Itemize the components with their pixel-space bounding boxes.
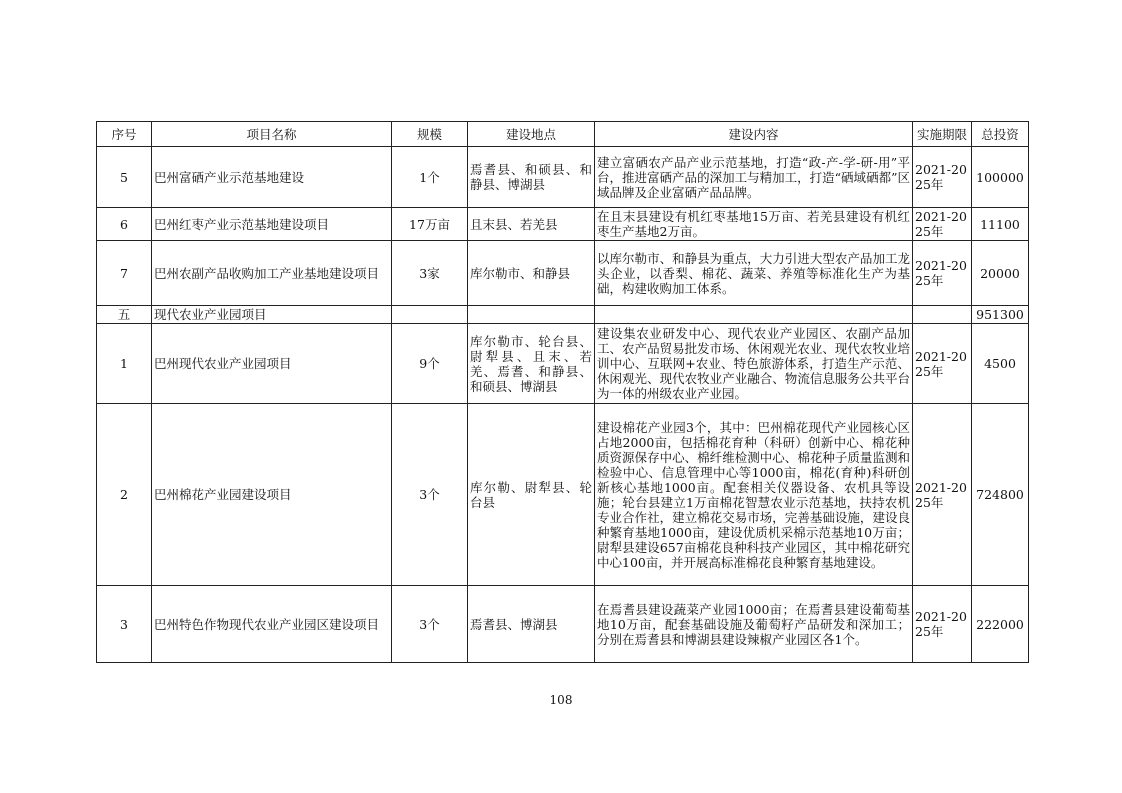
section-row xyxy=(97,306,1029,324)
row-content: 以库尔勒市、和静县为重点，大力引进大型农产品加工龙头企业，以香梨、棉花、蔬菜、养殖等标准化生产为基础，构建收购加工体系。 xyxy=(595,241,913,306)
row-period: 2021-2025年 xyxy=(913,147,972,208)
row-name: 巴州现代农业产业园项目 xyxy=(152,324,392,404)
table-row xyxy=(97,324,1029,404)
table-header-row xyxy=(97,122,1029,147)
row-name: 巴州红枣产业示范基地建设项目 xyxy=(152,208,392,241)
row-seq: 1 xyxy=(97,324,152,404)
row-location: 库尔勒市、和静县 xyxy=(468,241,595,306)
row-seq: 6 xyxy=(97,208,152,241)
row-investment: 4500 xyxy=(972,324,1029,404)
table-row xyxy=(97,586,1029,663)
header-scale: 规模 xyxy=(392,122,468,147)
row-investment: 222000 xyxy=(972,586,1029,663)
row-investment: 100000 xyxy=(972,147,1029,208)
header-content: 建设内容 xyxy=(595,122,913,147)
header-period: 实施期限 xyxy=(913,122,972,147)
row-investment: 724800 xyxy=(972,404,1029,586)
row-location: 焉耆县、博湖县 xyxy=(468,586,595,663)
row-scale: 1个 xyxy=(392,147,468,208)
table-row xyxy=(97,208,1029,241)
table-row xyxy=(97,241,1029,306)
row-seq: 2 xyxy=(97,404,152,586)
row-period: 2021-2025年 xyxy=(913,208,972,241)
header-location: 建设地点 xyxy=(468,122,595,147)
header-name: 项目名称 xyxy=(152,122,392,147)
row-location: 库尔勒市、轮台县、尉犁县、且末、若羌、焉耆、和静县、和硕县、博湖县 xyxy=(468,324,595,404)
row-name: 巴州特色作物现代农业产业园区建设项目 xyxy=(152,586,392,663)
row-seq: 5 xyxy=(97,147,152,208)
row-content: 建设棉花产业园3个，其中：巴州棉花现代产业园核心区占地2000亩，包括棉花育种（科研）创新中心、棉花种质资源保存中心、棉纤维检测中心、棉花种子质量监测和检验中心、信息管理中心等1000亩，棉花(育种)科研创新核心基地1000亩。配套相关仪器设备、农机具等设施；轮台县建立1万亩棉花智慧农业示范基地，扶持农机专业合作社，建立棉花交易市场，完善基础设施，建设良种繁育基地1000亩，建设优质机采棉示范基地10万亩；尉犁县建设657亩棉花良种科技产业园区，其中棉花研究中心100亩，并开展高标准棉花良种繁育基地建设。 xyxy=(595,404,913,586)
row-scale: 3家 xyxy=(392,241,468,306)
row-location: 焉耆县、和硕县、和静县、博湖县 xyxy=(468,147,595,208)
row-content: 在焉耆县建设蔬菜产业园1000亩；在焉耆县建设葡萄基地10万亩，配套基础设施及葡萄籽产品研发和深加工；分别在焉耆县和博湖县建设辣椒产业园区各1个。 xyxy=(595,586,913,663)
header-investment: 总投资 xyxy=(972,122,1029,147)
row-investment: 20000 xyxy=(972,241,1029,306)
row-period: 2021-2025年 xyxy=(913,404,972,586)
section-investment: 951300 xyxy=(972,306,1029,324)
row-period: 2021-2025年 xyxy=(913,586,972,663)
row-period: 2021-2025年 xyxy=(913,324,972,404)
row-seq: 3 xyxy=(97,586,152,663)
row-location: 且末县、若羌县 xyxy=(468,208,595,241)
row-location: 库尔勒、尉犁县、轮台县 xyxy=(468,404,595,586)
row-scale: 17万亩 xyxy=(392,208,468,241)
row-scale: 3个 xyxy=(392,586,468,663)
section-name: 现代农业产业园项目 xyxy=(152,306,392,324)
row-investment: 11100 xyxy=(972,208,1029,241)
table-row xyxy=(97,147,1029,208)
row-name: 巴州富硒产业示范基地建设 xyxy=(152,147,392,208)
row-seq: 7 xyxy=(97,241,152,306)
section-seq: 五 xyxy=(97,306,152,324)
row-name: 巴州农副产品收购加工产业基地建设项目 xyxy=(152,241,392,306)
row-scale: 3个 xyxy=(392,404,468,586)
row-name: 巴州棉花产业园建设项目 xyxy=(152,404,392,586)
header-seq: 序号 xyxy=(97,122,152,147)
page-number: 108 xyxy=(549,693,573,707)
investment-table xyxy=(96,121,1029,663)
row-period: 2021-2025年 xyxy=(913,241,972,306)
row-content: 建立富硒农产品产业示范基地，打造“政-产-学-研-用”平台，推进富硒产品的深加工与精加工，打造“硒域硒都”区域品牌及企业富硒产品品牌。 xyxy=(595,147,913,208)
row-scale: 9个 xyxy=(392,324,468,404)
table-row xyxy=(97,404,1029,586)
row-content: 建设集农业研发中心、现代农业产业园区、农副产品加工、农产品贸易批发市场、休闲观光农业、现代农牧业培训中心、互联网+农业、特色旅游体系，打造生产示范、休闲观光、现代农牧业产业融合、物流信息服务公共平台为一体的州级农业产业园。 xyxy=(595,324,913,404)
row-content: 在且末县建设有机红枣基地15万亩、若羌县建设有机红枣生产基地2万亩。 xyxy=(595,208,913,241)
